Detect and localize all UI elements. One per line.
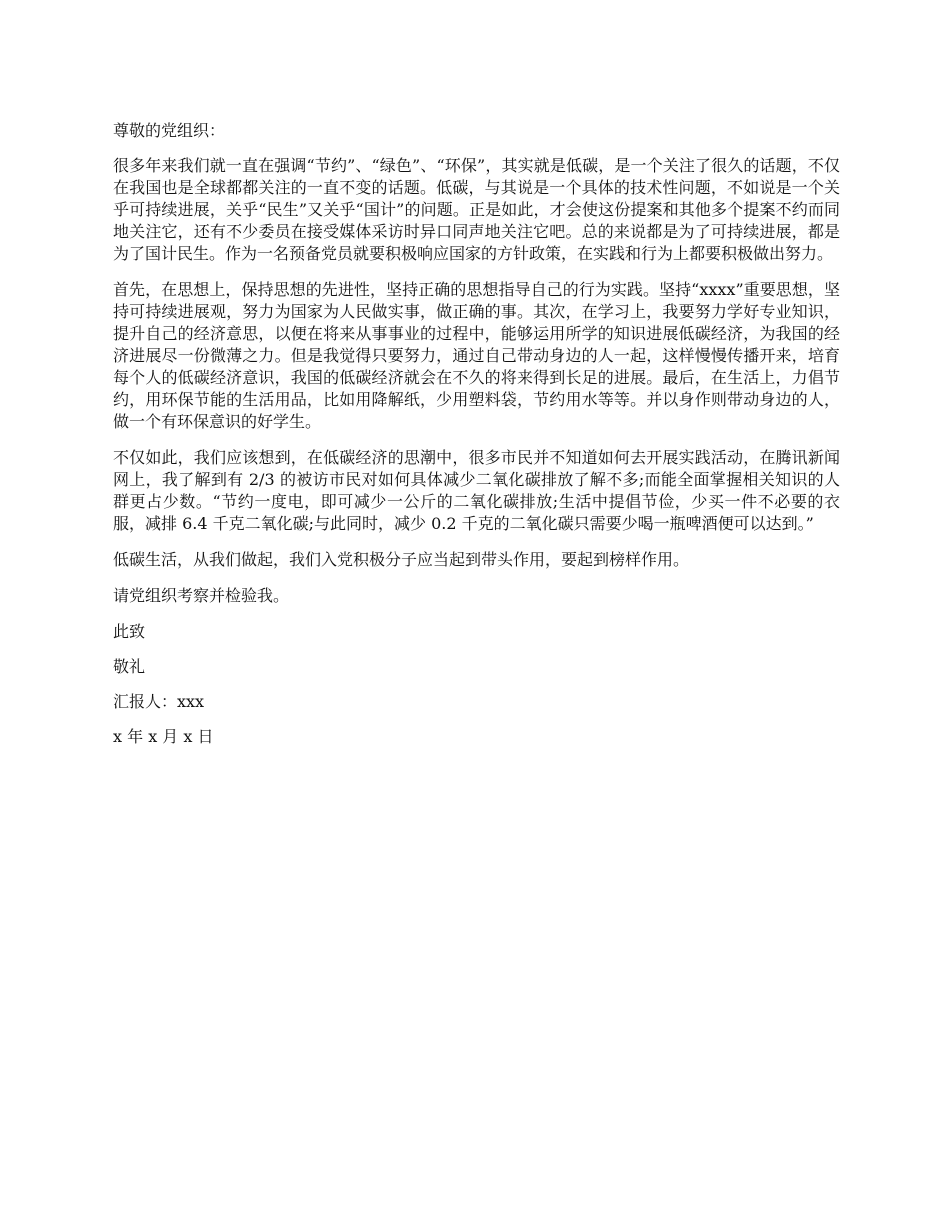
paragraph-2: 首先，在思想上，保持思想的先进性，坚持正确的思想指导自己的行为实践。坚持“xxxx”重要思想，坚持可持续进展观，努力为国家为人民做实事，做正确的事。其次，在学习上，我要努力学好专业知识，提升自己的经济意思，以便在将来从事事业的过程中，能够运用所学的知识进展低碳经济，为我国的经济进展尽一份微薄之力。但是我觉得只要努力，通过自己带动身边的人一起，这样慢慢传播开来，培育每个人的低碳经济意识，我国的低碳经济就会在不久的将来得到长足的进展。最后，在生活上，力倡节约，用环保节能的生活用品，比如用降解纸，少用塑料袋，节约用水等等。并以身作则带动身边的人，做一个有环保意识的好学生。	[113, 280, 840, 431]
reporter-name: 汇报人：xxx	[113, 692, 205, 711]
paragraph-1: 很多年来我们就一直在强调“节约”、“绿色”、“环保”，其实就是低碳，是一个关注了很久的话题，不仅在我国也是全球都都关注的一直不变的话题。低碳，与其说是一个具体的技术性问题，不如说是一个关乎可持续进展，关乎“民生”又关乎“国计”的问题。正是如此，才会使这份提案和其他多个提案不约而同地关注它，还有不少委员在接受媒体采访时异口同声地关注它吧。总的来说都是为了可持续进展，都是为了国计民生。作为一名预备党员就要积极响应国家的方针政策，在实践和行为上都要积极做出努力。	[113, 156, 840, 263]
closing-greeting: 此致	[113, 622, 146, 641]
salutation: 尊敬的党组织：	[113, 121, 226, 140]
paragraph-3: 不仅如此，我们应该想到，在低碳经济的思潮中，很多市民并不知道如何去开展实践活动，在腾讯新闻网上，我了解到有 2/3 的被访市民对如何具体减少二氧化碳排放了解不多;而能全面掌握相关知识的人群更占少数。“节约一度电，即可减少一公斤的二氧化碳排放;生活中提倡节俭，少买一件不必要的衣服，减排 6.4 千克二氧化碳;与此同时，减少 0.2 千克的二氧化碳只需要少喝一瓶啤酒便可以达到。”	[113, 448, 840, 533]
paragraph-4: 低碳生活，从我们做起，我们入党积极分子应当起到带头作用，要起到榜样作用。	[113, 550, 690, 569]
document-body	[113, 120, 840, 761]
closing-salute: 敬礼	[113, 657, 146, 676]
report-date: x 年 x 月 x 日	[113, 727, 214, 746]
paragraph-5: 请党组织考察并检验我。	[113, 586, 290, 605]
